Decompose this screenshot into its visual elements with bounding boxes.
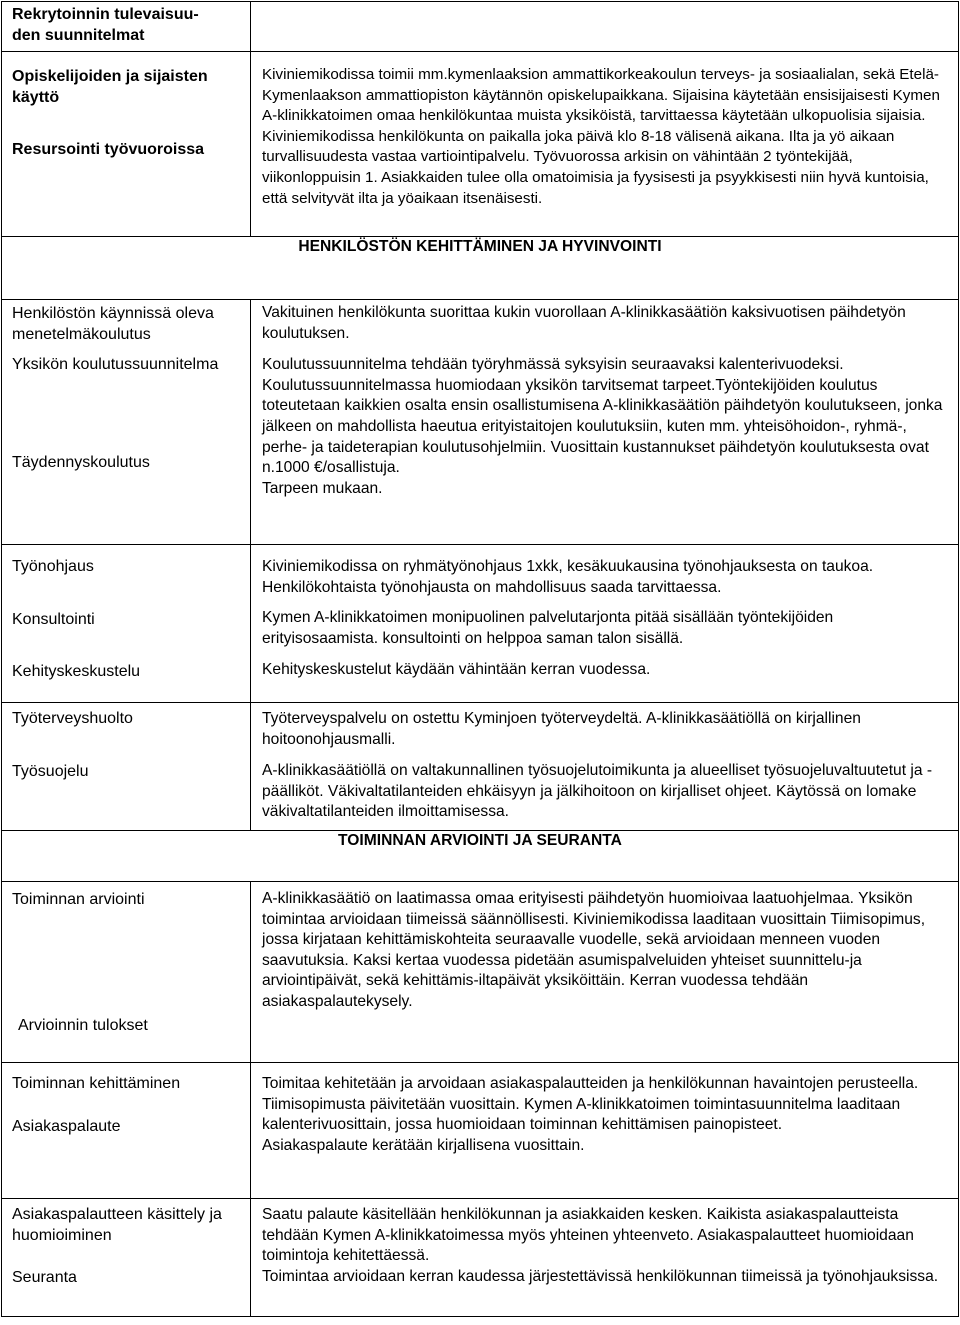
section1-content (251, 52, 959, 237)
text-konsultointi: Kymen A-klinikkatoimen monipuolinen palvelutarjonta pitää sisällään työntekijöiden erityisosaamista. konsultointi on helppoa saman talon sisällä. (262, 609, 834, 647)
section2-contentC (251, 703, 959, 831)
label-tyonohjaus: Työnohjaus (12, 558, 94, 575)
section1-labels (2, 52, 251, 237)
section3-labelsC (2, 1199, 251, 1317)
section3-rowC (2, 1199, 959, 1317)
text-asiakaspalaute: Asiakaspalaute kerätään kirjallisena vuosittain. (262, 1136, 585, 1154)
section1-text-2: Kiviniemikodissa henkilökunta on paikalla joka päivä klo 8-18 välisenä aikana. Ilta ja yö aikaan turvallisuudesta vastaa vartiointipalvelu. Työvuorossa arkisin on vähintään 2 työntekijää, viikonloppuisin 1. Asiakkaiden tulee olla omatoimisia ja fyysisesti ja psyykkisesti niin hyvä kuntoisia, että selvityvät ilta ja yöaikaan itsenäisesti. (262, 127, 929, 207)
label-seuranta: Seuranta (12, 1269, 77, 1286)
label-menetelmakoulutus: Henkilöstön käynnissä oleva menetelmäkoulutus (12, 305, 214, 343)
label-opiskelijoiden (2, 52, 250, 108)
section2-rowA (2, 300, 959, 545)
section1-title-line1: Rekrytoinnin tulevaisuu- (12, 6, 199, 23)
section3-contentC (251, 1199, 959, 1317)
section1-title-row (2, 2, 959, 52)
section3-rowA (2, 882, 959, 1063)
section2-header-cell (2, 237, 959, 300)
label-asiakaspalautteen-kasittely: Asiakaspalautteen käsittely ja huomioiminen (12, 1206, 222, 1244)
section3-contentA (251, 882, 959, 1063)
section2-labelsC (2, 703, 251, 831)
label-koulutussuunnitelma: Yksikön koulutussuunnitelma (12, 356, 219, 373)
section1-title-line2: den suunnitelmat (12, 26, 145, 44)
label-kehityskeskustelu: Kehityskeskustelu (12, 663, 141, 680)
label-konsultointi: Konsultointi (12, 610, 95, 628)
plan-table (1, 1, 959, 1317)
section1-text-1: Kiviniemikodissa toimii mm.kymenlaaksion ammattikorkeakoulun terveys- ja sosiaalialan, sekä Etelä-Kymenlaakson ammattiopiston käytännön opiskelupaikkana. Sijaisina käytetään ensisijaisesti Kymen A-klinikkatoimen omaa henkilökuntaa muista yksiköistä, tarvittaessa käytetään ulkopuolisia sijaisia. (262, 66, 940, 125)
section1-title (2, 2, 250, 46)
label-arvioinnin-tulokset: Arvioinnin tulokset (18, 1016, 148, 1034)
section1-title-cell (2, 2, 251, 52)
section2-contentA (251, 300, 959, 545)
section1-title-empty (251, 2, 959, 52)
text-toiminnan-kehittaminen: Toimitaa kehitetään ja arvoidaan asiakaspalautteiden ja henkilökunnan havaintojen perusteella. Tiimisopimusta päivitetään vuosittain. Kymen A-klinikkatoimen toimintasuunnitelma laaditaan kalenterivuosittain, jossa huomioidaan toiminnan kehittämisen painopisteet. (262, 1075, 919, 1134)
text-seuranta: Toimintaa arvioidaan kerran kaudessa järjestettävissä henkilökunnan tiimeissä ja työnohjauksissa. (262, 1267, 939, 1285)
section1-body-row (2, 52, 959, 237)
text-tyosuojelu: A-klinikkasäätiöllä on valtakunnallinen työsuojelutoimikunta ja alueelliset työsuojeluvaltuutetut ja -päälliköt. Väkivaltatilanteiden ehkäisyyn ja jälkihoitoon on kirjalliset ohjeet. Käytössä on lomake väkivaltatilanteiden ilmoittamisessa. (262, 762, 933, 821)
label-opiskelijoiden-line2: käyttö (12, 88, 60, 106)
section2-rowB (2, 545, 959, 703)
section2-contentB (251, 545, 959, 703)
section3-header-cell (2, 831, 959, 882)
label-asiakaspalaute: Asiakaspalaute (12, 1117, 121, 1135)
label-taydennyskoulutus: Täydennyskoulutus (12, 453, 150, 471)
section2-header-row (2, 237, 959, 300)
text-toiminnan-arviointi: A-klinikkasäätiö on laatimassa omaa erityisesti päihdetyön huomioivaa laatuohjelmaa. Yksikön toimintaa arvioidaan tiimeissä säännöllisesti. Kiviniemikodissa laaditaan vuosittain Tiimisopimus, jossa kirjataan kehittämiskohteita seuraavalle vuodelle, sekä arvioidaan menneen vuoden saavutuksia. Kaksi kertaa vuodessa pidetään asumispalveluiden yhteiset suunnittelu-ja arviointipäivät, sekä kehittämis-iltapäivät yksiköittäin. Kerran vuodessa tehdään asiakaspalautekysely. (262, 890, 926, 1010)
section3-labelsB (2, 1063, 251, 1199)
text-koulutussuunnitelma: Koulutussuunnitelma tehdään työryhmässä syksyisin seuraavaksi kalenterivuodeksi. Koulutussuunnitelmassa huomiodaan yksikön tarvitsemat tarpeet.Työntekijöiden koulutus toteutetaan kaikkien osalta ensin osallistumisena A-klinikkasäätiön päihdetyön koulutukseen, jonka jälkeen on mahdollista haeutua erityistaitojen koulutuksiin, kuten mm. yhteisöhoidon-, ryhmä-, perhe- ja taideterapian koulutusohjelmiin. Vuosittain kustannukset päihdetyön koulutuksesta ovat n.1000 €/osallistuja. (262, 356, 943, 477)
text-tyoterveyshuolto: Työterveyspalvelu on ostettu Kyminjoen työterveydeltä. A-klinikkasäätiöllä on kirjallinen hoitoonohjausmalli. (262, 710, 861, 748)
label-toiminnan-kehittaminen: Toiminnan kehittäminen (12, 1075, 181, 1092)
text-asiakaspalautteen-kasittely: Saatu palaute käsitellään henkilökunnan ja asiakkaiden kesken. Kaikista asiakaspalautteista tehdään Kymen A-klinikkatoimessa myös yhteinen yhteenveto. Asiakaspalautteet huomioidaan toimintoja kehitettäessä. (262, 1206, 914, 1265)
text-tyonohjaus: Kiviniemikodissa on ryhmätyönohjaus 1xkk, kesäkuukausina työnohjauksesta on taukoa. Henkilökohtaista työnohjausta on mahdollisuus saada tarvittaessa. (262, 558, 874, 596)
text-taydennyskoulutus: Tarpeen mukaan. (262, 479, 383, 497)
section2-header: HENKILÖSTÖN KEHITTÄMINEN JA HYVINVOINTI (298, 238, 662, 255)
label-opiskelijoiden-line1: Opiskelijoiden ja sijaisten (12, 68, 208, 85)
label-toiminnan-arviointi: Toiminnan arviointi (12, 891, 145, 908)
section3-header: TOIMINNAN ARVIOINTI JA SEURANTA (338, 832, 622, 849)
section3-header-row (2, 831, 959, 882)
text-kehityskeskustelu: Kehityskeskustelut käydään vähintään kerran vuodessa. (262, 661, 651, 679)
label-tyoterveyshuolto: Työterveyshuolto (12, 710, 133, 727)
label-resursointi: Resursointi työvuoroissa (12, 141, 205, 158)
text-menetelmakoulutus: Vakituinen henkilökunta suorittaa kukin vuorollaan A-klinikkasäätiön kaksivuotisen päihdetyön koulutuksen. (262, 304, 906, 342)
section3-rowB (2, 1063, 959, 1199)
section3-contentB (251, 1063, 959, 1199)
section2-labelsA (2, 300, 251, 545)
section2-rowC (2, 703, 959, 831)
section2-labelsB (2, 545, 251, 703)
section3-labelsA (2, 882, 251, 1063)
label-tyosuojelu: Työsuojelu (12, 762, 89, 780)
